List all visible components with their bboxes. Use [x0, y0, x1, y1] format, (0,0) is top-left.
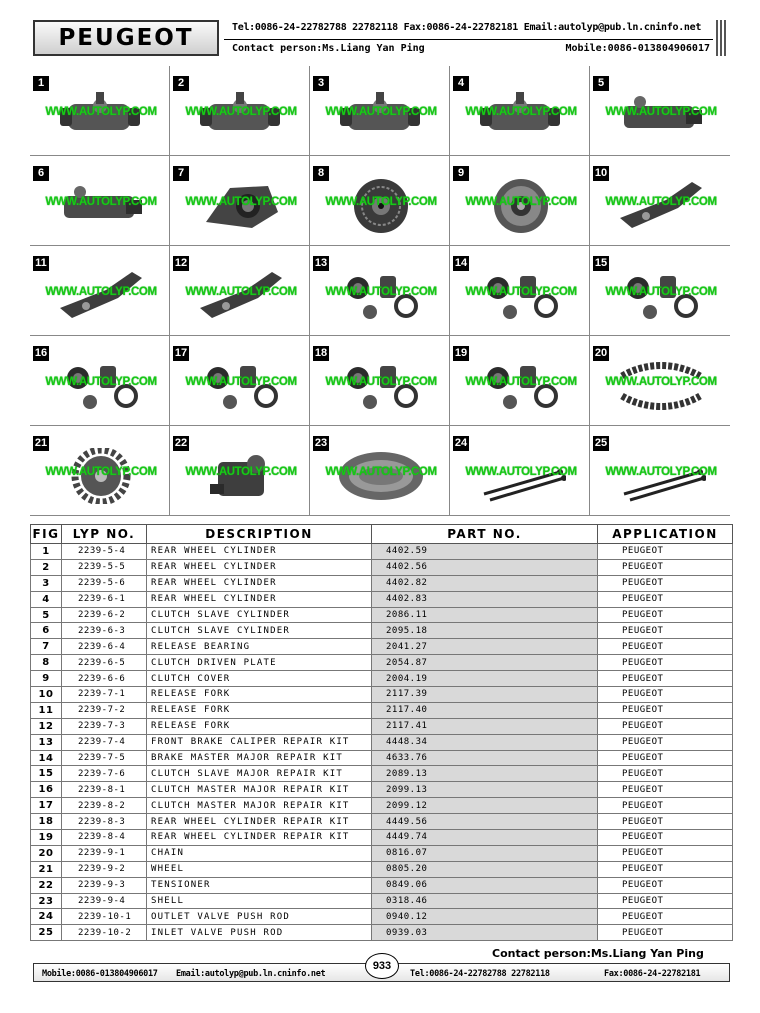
- figure-cell: [170, 336, 310, 426]
- row-fig: 4: [31, 591, 62, 607]
- row-description: CLUTCH COVER: [147, 671, 372, 687]
- header-contact-line: Tel:0086-24-22782788 22782118 Fax:0086-24-22782181 Email:autolyp@pub.ln.cninfo.net: [232, 22, 702, 33]
- figure-cell: [450, 426, 590, 516]
- watermark-text: WWW.AUTOLYP.COM: [605, 196, 717, 208]
- figure-cell: [590, 246, 730, 336]
- figure-cell: [450, 336, 590, 426]
- row-lyp-no: 2239-9-3: [62, 877, 147, 893]
- row-lyp-no: 2239-7-4: [62, 734, 147, 750]
- table-row: [31, 909, 733, 925]
- row-application: PEUGEOT: [598, 925, 733, 941]
- row-fig: 23: [31, 893, 62, 909]
- row-fig: 9: [31, 671, 62, 687]
- figure-number: 22: [174, 437, 188, 449]
- figure-cell: [450, 246, 590, 336]
- figure-number: 2: [173, 76, 189, 91]
- footer-contact-person: Contact person:Ms.Liang Yan Ping: [492, 947, 704, 960]
- watermark-text: WWW.AUTOLYP.COM: [45, 106, 157, 118]
- table-row: [31, 845, 733, 861]
- figure-cell: [310, 336, 450, 426]
- col-lyp-header: LYP NO.: [62, 525, 147, 544]
- row-part-no: 4448.34: [372, 734, 598, 750]
- watermark-text: WWW.AUTOLYP.COM: [325, 106, 437, 118]
- figure-cell: [170, 66, 310, 156]
- row-description: RELEASE FORK: [147, 687, 372, 703]
- row-part-no: 4402.56: [372, 559, 598, 575]
- row-application: PEUGEOT: [598, 718, 733, 734]
- table-row: [31, 782, 733, 798]
- row-application: PEUGEOT: [598, 702, 733, 718]
- table-row: [31, 925, 733, 941]
- row-fig: 21: [31, 861, 62, 877]
- row-part-no: 2054.87: [372, 655, 598, 671]
- figure-number: 11: [33, 256, 49, 271]
- row-description: RELEASE FORK: [147, 702, 372, 718]
- row-description: OUTLET VALVE PUSH ROD: [147, 909, 372, 925]
- row-application: PEUGEOT: [598, 877, 733, 893]
- figure-cell: [170, 156, 310, 246]
- row-lyp-no: 2239-6-4: [62, 639, 147, 655]
- header-contact-row: [232, 43, 710, 54]
- row-application: PEUGEOT: [598, 814, 733, 830]
- figure-cell: [590, 426, 730, 516]
- row-lyp-no: 2239-5-6: [62, 575, 147, 591]
- figure-number: 16: [34, 347, 48, 359]
- table-row: [31, 575, 733, 591]
- footer-tel: Tel:0086-24-22782788 22782118: [410, 969, 550, 979]
- row-lyp-no: 2239-9-2: [62, 861, 147, 877]
- figure-number: 5: [593, 76, 609, 91]
- table-row: [31, 702, 733, 718]
- row-lyp-no: 2239-8-2: [62, 798, 147, 814]
- row-part-no: 2099.13: [372, 782, 598, 798]
- row-application: PEUGEOT: [598, 607, 733, 623]
- figure-number: 25: [594, 437, 608, 449]
- watermark-text: WWW.AUTOLYP.COM: [465, 376, 577, 388]
- table-row: [31, 893, 733, 909]
- figure-number: 1: [33, 76, 49, 91]
- table-row: [31, 687, 733, 703]
- table-row: [31, 639, 733, 655]
- table-row: [31, 861, 733, 877]
- row-fig: 19: [31, 830, 62, 846]
- row-part-no: 2004.19: [372, 671, 598, 687]
- row-part-no: 2117.39: [372, 687, 598, 703]
- row-lyp-no: 2239-7-2: [62, 702, 147, 718]
- parts-table: [30, 524, 733, 941]
- row-lyp-no: 2239-5-5: [62, 559, 147, 575]
- figure-number: 10: [594, 167, 608, 179]
- header-stripe-decoration: [716, 20, 728, 56]
- row-lyp-no: 2239-8-1: [62, 782, 147, 798]
- figure-cell: [310, 156, 450, 246]
- row-application: PEUGEOT: [598, 687, 733, 703]
- row-description: CLUTCH MASTER MAJOR REPAIR KIT: [147, 798, 372, 814]
- row-application: PEUGEOT: [598, 559, 733, 575]
- figure-number: 8: [313, 166, 329, 181]
- watermark-text: WWW.AUTOLYP.COM: [185, 106, 297, 118]
- row-lyp-no: 2239-7-3: [62, 718, 147, 734]
- row-lyp-no: 2239-7-6: [62, 766, 147, 782]
- row-lyp-no: 2239-8-3: [62, 814, 147, 830]
- table-row: [31, 798, 733, 814]
- figure-number: 12: [174, 257, 188, 269]
- figure-cell: [310, 426, 450, 516]
- table-row: [31, 591, 733, 607]
- row-part-no: 0939.03: [372, 925, 598, 941]
- row-fig: 18: [31, 814, 62, 830]
- figure-number: 24: [454, 437, 468, 449]
- figure-number: 19: [454, 347, 468, 359]
- table-row: [31, 718, 733, 734]
- row-fig: 22: [31, 877, 62, 893]
- figure-cell: [310, 246, 450, 336]
- row-part-no: 2086.11: [372, 607, 598, 623]
- row-part-no: 2095.18: [372, 623, 598, 639]
- figure-cell: [30, 336, 170, 426]
- figure-number: 23: [314, 437, 328, 449]
- row-fig: 12: [31, 718, 62, 734]
- figure-number: 9: [453, 166, 469, 181]
- table-row: [31, 671, 733, 687]
- table-row: [31, 734, 733, 750]
- row-application: PEUGEOT: [598, 639, 733, 655]
- row-description: REAR WHEEL CYLINDER: [147, 591, 372, 607]
- table-row: [31, 559, 733, 575]
- watermark-text: WWW.AUTOLYP.COM: [45, 466, 157, 478]
- figure-cell: [450, 66, 590, 156]
- watermark-text: WWW.AUTOLYP.COM: [325, 196, 437, 208]
- row-part-no: 0816.07: [372, 845, 598, 861]
- row-lyp-no: 2239-6-3: [62, 623, 147, 639]
- table-row: [31, 607, 733, 623]
- header-divider: [224, 39, 713, 40]
- row-lyp-no: 2239-9-4: [62, 893, 147, 909]
- figure-number: 21: [34, 437, 48, 449]
- watermark-text: WWW.AUTOLYP.COM: [45, 196, 157, 208]
- row-part-no: 4449.56: [372, 814, 598, 830]
- figure-number: 18: [314, 347, 328, 359]
- figure-cell: [590, 156, 730, 246]
- row-application: PEUGEOT: [598, 544, 733, 560]
- row-application: PEUGEOT: [598, 830, 733, 846]
- row-part-no: 4633.76: [372, 750, 598, 766]
- watermark-text: WWW.AUTOLYP.COM: [605, 466, 717, 478]
- figure-cell: [170, 426, 310, 516]
- figure-number: 4: [453, 76, 469, 91]
- watermark-text: WWW.AUTOLYP.COM: [45, 286, 157, 298]
- col-part-no-header: PART NO.: [372, 525, 598, 544]
- row-application: PEUGEOT: [598, 750, 733, 766]
- row-lyp-no: 2239-10-2: [62, 925, 147, 941]
- row-description: CHAIN: [147, 845, 372, 861]
- row-part-no: 2089.13: [372, 766, 598, 782]
- row-description: TENSIONER: [147, 877, 372, 893]
- row-part-no: 0318.46: [372, 893, 598, 909]
- figure-cell: [30, 426, 170, 516]
- row-lyp-no: 2239-6-1: [62, 591, 147, 607]
- watermark-text: WWW.AUTOLYP.COM: [465, 106, 577, 118]
- figure-cell: [30, 246, 170, 336]
- footer-email: Email:autolyp@pub.ln.cninfo.net: [176, 969, 326, 979]
- row-description: CLUTCH SLAVE MAJOR REPAIR KIT: [147, 766, 372, 782]
- watermark-text: WWW.AUTOLYP.COM: [465, 196, 577, 208]
- col-application-header: APPLICATION: [598, 525, 733, 544]
- row-lyp-no: 2239-7-5: [62, 750, 147, 766]
- table-row: [31, 750, 733, 766]
- watermark-text: WWW.AUTOLYP.COM: [185, 196, 297, 208]
- row-application: PEUGEOT: [598, 734, 733, 750]
- row-lyp-no: 2239-7-1: [62, 687, 147, 703]
- watermark-text: WWW.AUTOLYP.COM: [605, 106, 717, 118]
- header-contact-person: Contact person:Ms.Liang Yan Ping: [232, 43, 425, 54]
- row-lyp-no: 2239-6-2: [62, 607, 147, 623]
- table-row: [31, 877, 733, 893]
- row-fig: 1: [31, 544, 62, 560]
- col-fig-header: FIG: [31, 525, 62, 544]
- row-part-no: 4402.59: [372, 544, 598, 560]
- figure-cell: [30, 156, 170, 246]
- row-fig: 20: [31, 845, 62, 861]
- figure-number: 15: [594, 257, 608, 269]
- row-fig: 11: [31, 702, 62, 718]
- row-part-no: 2041.27: [372, 639, 598, 655]
- row-part-no: 2099.12: [372, 798, 598, 814]
- watermark-text: WWW.AUTOLYP.COM: [465, 286, 577, 298]
- row-fig: 13: [31, 734, 62, 750]
- figure-number: 14: [454, 257, 468, 269]
- figure-cell: [310, 66, 450, 156]
- row-lyp-no: 2239-9-1: [62, 845, 147, 861]
- row-lyp-no: 2239-8-4: [62, 830, 147, 846]
- row-application: PEUGEOT: [598, 798, 733, 814]
- row-part-no: 0805.20: [372, 861, 598, 877]
- row-lyp-no: 2239-5-4: [62, 544, 147, 560]
- watermark-text: WWW.AUTOLYP.COM: [185, 466, 297, 478]
- table-row: [31, 830, 733, 846]
- row-lyp-no: 2239-6-6: [62, 671, 147, 687]
- row-description: RELEASE BEARING: [147, 639, 372, 655]
- row-part-no: 2117.41: [372, 718, 598, 734]
- row-description: CLUTCH SLAVE CYLINDER: [147, 623, 372, 639]
- row-description: BRAKE MASTER MAJOR REPAIR KIT: [147, 750, 372, 766]
- row-description: REAR WHEEL CYLINDER: [147, 544, 372, 560]
- footer-fax: Fax:0086-24-22782181: [604, 969, 701, 979]
- table-header-row: [31, 525, 733, 544]
- row-description: CLUTCH MASTER MAJOR REPAIR KIT: [147, 782, 372, 798]
- row-description: WHEEL: [147, 861, 372, 877]
- row-fig: 15: [31, 766, 62, 782]
- footer-mobile: Mobile:0086-013804906017: [42, 969, 158, 979]
- row-fig: 24: [31, 909, 62, 925]
- row-fig: 8: [31, 655, 62, 671]
- figure-number: 3: [313, 76, 329, 91]
- row-part-no: 4402.83: [372, 591, 598, 607]
- table-row: [31, 623, 733, 639]
- row-part-no: 0849.06: [372, 877, 598, 893]
- figure-number: 6: [33, 166, 49, 181]
- table-row: [31, 766, 733, 782]
- watermark-text: WWW.AUTOLYP.COM: [325, 286, 437, 298]
- row-description: REAR WHEEL CYLINDER REPAIR KIT: [147, 830, 372, 846]
- row-description: CLUTCH DRIVEN PLATE: [147, 655, 372, 671]
- row-fig: 16: [31, 782, 62, 798]
- row-description: RELEASE FORK: [147, 718, 372, 734]
- row-application: PEUGEOT: [598, 623, 733, 639]
- row-application: PEUGEOT: [598, 575, 733, 591]
- row-description: SHELL: [147, 893, 372, 909]
- row-fig: 25: [31, 925, 62, 941]
- row-application: PEUGEOT: [598, 766, 733, 782]
- watermark-text: WWW.AUTOLYP.COM: [605, 286, 717, 298]
- figure-number: 17: [174, 347, 188, 359]
- figure-cell: [170, 246, 310, 336]
- row-fig: 3: [31, 575, 62, 591]
- table-row: [31, 814, 733, 830]
- row-application: PEUGEOT: [598, 591, 733, 607]
- row-fig: 10: [31, 687, 62, 703]
- row-application: PEUGEOT: [598, 893, 733, 909]
- figure-number: 20: [594, 347, 608, 359]
- page-number: 933: [365, 953, 399, 979]
- row-description: CLUTCH SLAVE CYLINDER: [147, 607, 372, 623]
- row-description: FRONT BRAKE CALIPER REPAIR KIT: [147, 734, 372, 750]
- row-description: REAR WHEEL CYLINDER: [147, 575, 372, 591]
- row-fig: 2: [31, 559, 62, 575]
- table-row: [31, 655, 733, 671]
- figure-cell: [450, 156, 590, 246]
- row-application: PEUGEOT: [598, 861, 733, 877]
- row-fig: 7: [31, 639, 62, 655]
- row-application: PEUGEOT: [598, 845, 733, 861]
- row-application: PEUGEOT: [598, 782, 733, 798]
- row-fig: 5: [31, 607, 62, 623]
- table-body: [31, 544, 733, 941]
- brand-logo: PEUGEOT: [33, 20, 219, 56]
- row-application: PEUGEOT: [598, 655, 733, 671]
- figure-cell: [590, 66, 730, 156]
- row-lyp-no: 2239-6-5: [62, 655, 147, 671]
- row-part-no: 4402.82: [372, 575, 598, 591]
- row-lyp-no: 2239-10-1: [62, 909, 147, 925]
- figure-number: 13: [314, 257, 328, 269]
- watermark-text: WWW.AUTOLYP.COM: [465, 466, 577, 478]
- watermark-text: WWW.AUTOLYP.COM: [325, 376, 437, 388]
- figure-cell: [590, 336, 730, 426]
- col-description-header: DESCRIPTION: [147, 525, 372, 544]
- figure-cell: [30, 66, 170, 156]
- row-fig: 14: [31, 750, 62, 766]
- row-part-no: 0940.12: [372, 909, 598, 925]
- row-fig: 17: [31, 798, 62, 814]
- row-fig: 6: [31, 623, 62, 639]
- watermark-text: WWW.AUTOLYP.COM: [185, 286, 297, 298]
- header-mobile: Mobile:0086-013804906017: [565, 43, 710, 54]
- row-part-no: 4449.74: [372, 830, 598, 846]
- row-description: INLET VALVE PUSH ROD: [147, 925, 372, 941]
- parts-photo-grid: [30, 66, 730, 516]
- row-application: PEUGEOT: [598, 909, 733, 925]
- row-description: REAR WHEEL CYLINDER: [147, 559, 372, 575]
- row-description: REAR WHEEL CYLINDER REPAIR KIT: [147, 814, 372, 830]
- row-application: PEUGEOT: [598, 671, 733, 687]
- watermark-text: WWW.AUTOLYP.COM: [185, 376, 297, 388]
- watermark-text: WWW.AUTOLYP.COM: [325, 466, 437, 478]
- table-row: [31, 544, 733, 560]
- watermark-text: WWW.AUTOLYP.COM: [45, 376, 157, 388]
- figure-number: 7: [173, 166, 189, 181]
- row-part-no: 2117.40: [372, 702, 598, 718]
- watermark-text: WWW.AUTOLYP.COM: [605, 376, 717, 388]
